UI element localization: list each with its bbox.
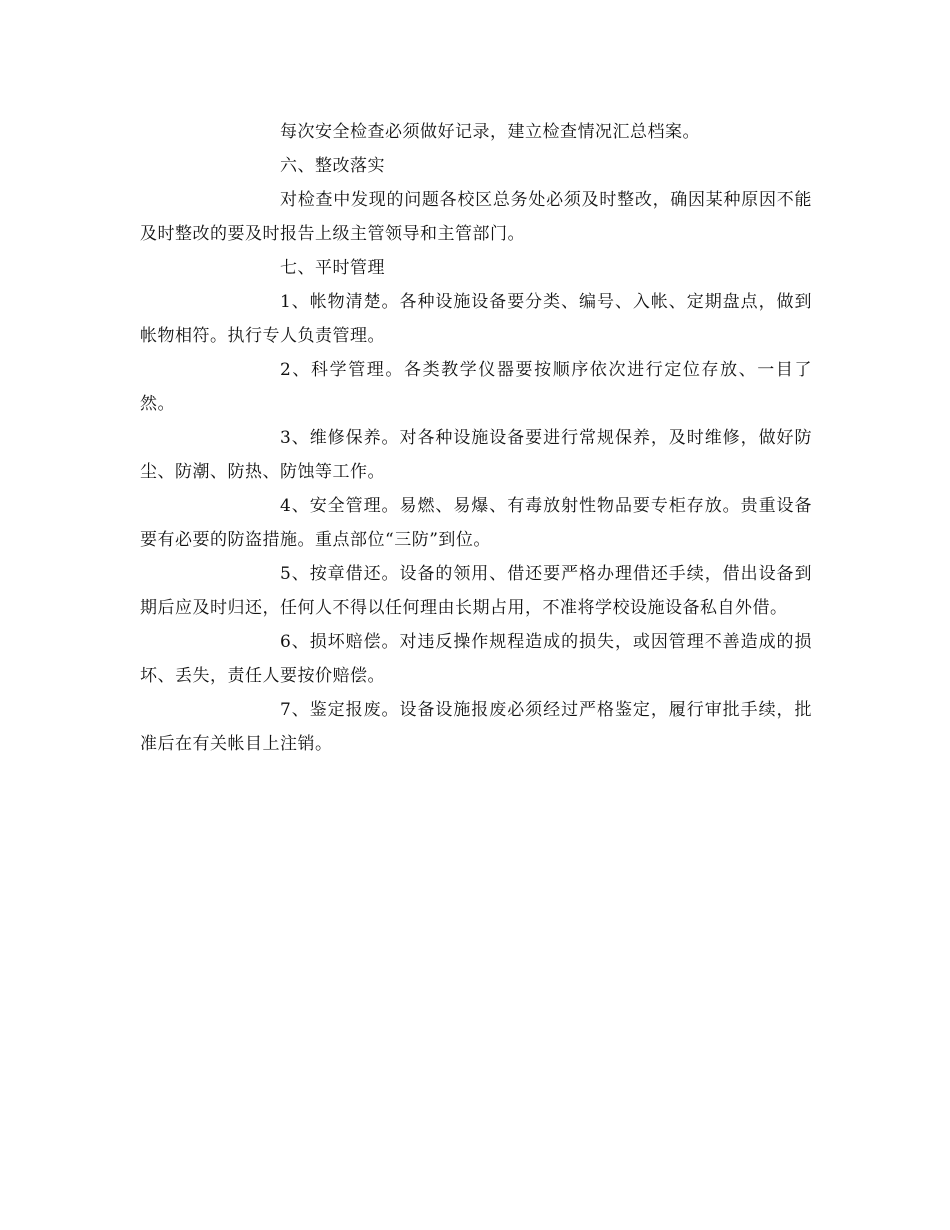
section-heading-daily-management: 七、平时管理 [280, 258, 385, 278]
list-item-accounts: 1、帐物清楚。各种设施设备要分类、编号、入帐、定期盘点，做到帐物相符。执行专人负责管理。 [140, 292, 812, 346]
list-item-safety-management: 4、安全管理。易燃、易爆、有毒放射性物品要专柜存放。贵重设备要有必要的防盗措施。重点部位“三防”到位。 [140, 496, 812, 550]
list-item-scrapping: 7、鉴定报废。设备设施报废必须经过严格鉴定，履行审批手续，批准后在有关帐目上注销。 [140, 700, 812, 754]
paragraph-rectification: 对检查中发现的问题各校区总务处必须及时整改，确因某种原因不能及时整改的要及时报告上级主管领导和主管部门。 [140, 190, 812, 244]
list-item-borrow-return: 5、按章借还。设备的领用、借还要严格办理借还手续，借出设备到期后应及时归还，任何人不得以任何理由长期占用，不准将学校设施设备私自外借。 [140, 564, 812, 618]
list-item-damage-compensation: 6、损坏赔偿。对违反操作规程造成的损失，或因管理不善造成的损坏、丢失，责任人要按价赔偿。 [140, 632, 812, 686]
list-item-maintenance: 3、维修保养。对各种设施设备要进行常规保养，及时维修，做好防尘、防潮、防热、防蚀等工作。 [140, 428, 812, 482]
list-item-scientific-management: 2、科学管理。各类教学仪器要按顺序依次进行定位存放、一目了然。 [140, 360, 812, 414]
section-heading-rectification: 六、整改落实 [280, 156, 385, 176]
document-body [140, 115, 812, 761]
paragraph-inspection-records: 每次安全检查必须做好记录，建立检查情况汇总档案。 [280, 122, 700, 142]
